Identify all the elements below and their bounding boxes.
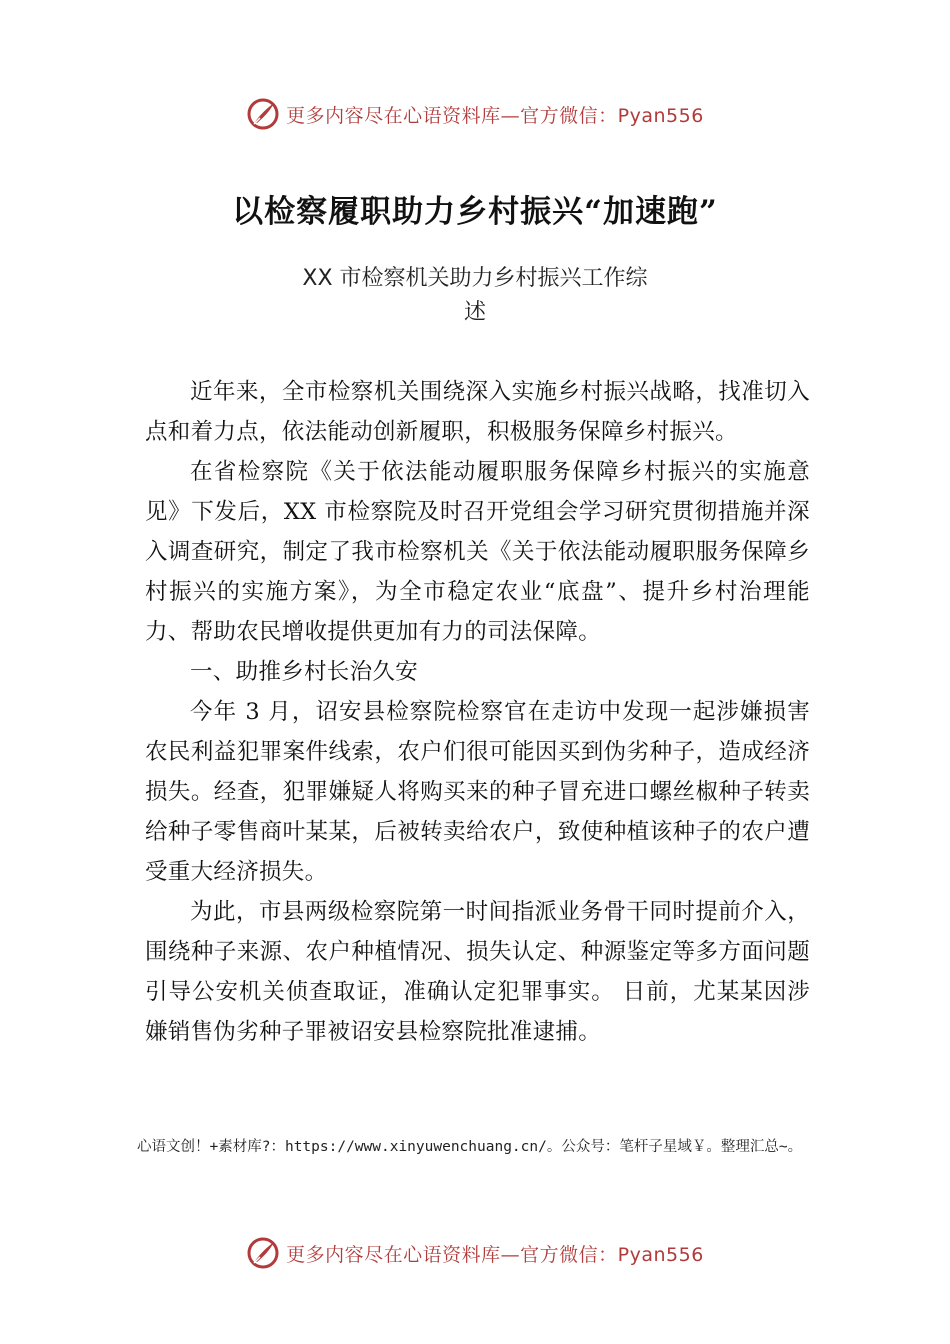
watermark-text: 更多内容尽在心语资料库—官方微信：Pyan556: [286, 104, 704, 127]
watermark-text: 更多内容尽在心语资料库—官方微信：Pyan556: [286, 1243, 704, 1266]
paragraph-implementation: 在省检察院《关于依法能动履职服务保障乡村振兴的实施意见》下发后，XX 市检察院及时召开党组会学习研究贯彻措施并深入调查研究，制定了我市检察机关《关于依法能动履职服务保障乡村振兴的实施方案》，为全市稳定农业“底盘”、提升乡村治理能力、帮助农民增收提供更加有力的司法保障。: [145, 459, 810, 645]
section-heading-1: 一、助推乡村长治久安: [190, 659, 419, 685]
paragraph-intro: 近年来，全市检察机关围绕深入实施乡村振兴战略，找准切入点和着力点，依法能动创新履职，积极服务保障乡村振兴。: [145, 379, 810, 445]
source-footnote: 心语文创！+素材库?：https://www.xinyuwenchuang.cn/。公众号：笔杆子星域￥。整理汇总~。: [137, 1139, 803, 1155]
footer-watermark-banner: [0, 1233, 950, 1273]
document-subtitle: [0, 262, 950, 330]
quill-seal-icon: [246, 1236, 280, 1270]
quill-seal-icon: [246, 97, 280, 131]
paragraph-case-discovery: 今年 3 月，诏安县检察院检察官在走访中发现一起涉嫌损害农民利益犯罪案件线索，农户们很可能因买到伪劣种子，造成经济损失。经查，犯罪嫌疑人将购买来的种子冒充进口螺丝椒种子转卖给种子零售商叶某某，后被转卖给农户，致使种植该种子的农户遭受重大经济损失。: [145, 699, 810, 885]
subtitle-line-2: 述: [463, 300, 486, 325]
paragraph-case-handling: 为此，市县两级检察院第一时间指派业务骨干同时提前介入，围绕种子来源、农户种植情况、损失认定、种源鉴定等多方面问题引导公安机关侦查取证，准确认定犯罪事实。 日前，尤某某因涉嫌销售伪劣种子罪被诏安县检察院批准逮捕。: [145, 899, 810, 1045]
document-title: 以检察履职助力乡村振兴“加速跑”: [232, 194, 718, 230]
document-body: [145, 372, 810, 1052]
header-watermark-banner: [0, 94, 950, 134]
subtitle-line-1: XX 市检察机关助力乡村振兴工作综: [302, 266, 648, 291]
